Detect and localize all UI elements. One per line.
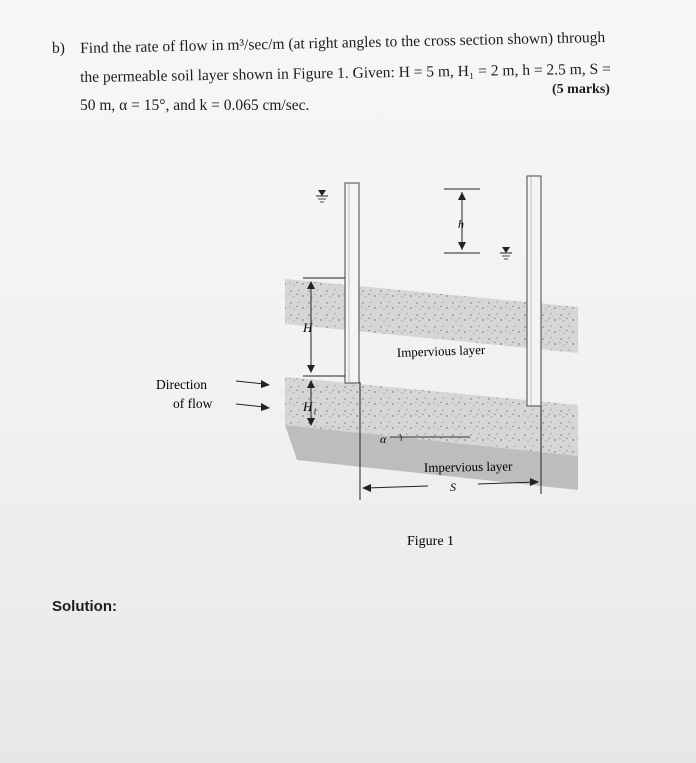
label-H: H	[303, 320, 313, 335]
water-level-right-icon	[500, 247, 512, 259]
label-alpha: α	[380, 432, 387, 446]
marks-label: (5 marks)	[552, 82, 610, 97]
direction-of-flow-label-1: Direction	[156, 377, 207, 392]
flow-direction-arrows	[236, 380, 270, 411]
impervious-layer-bottom-label: Impervious layer	[423, 458, 513, 475]
solution-label: Solution:	[52, 598, 117, 615]
question-line-1: Find the rate of flow in m³/sec/m (at right angles to the cross section shown) through	[80, 29, 606, 57]
direction-of-flow-label-2: of flow	[173, 396, 213, 411]
question-line-2: the permeable soil layer shown in Figure 1. Given: H = 5 m, H₁ = 2 m, h = 2.5 m, S =	[80, 60, 611, 86]
figure-caption: Figure 1	[407, 534, 455, 549]
label-h: h	[458, 217, 464, 231]
water-level-left-icon	[316, 190, 328, 202]
standpipe-left	[345, 183, 359, 383]
label-H1: H₁	[303, 399, 317, 414]
standpipe-right	[527, 176, 541, 406]
question-label: b)	[52, 40, 65, 57]
impervious-layer-top-label: Impervious layer	[396, 341, 486, 360]
question-line-3: 50 m, α = 15°, and k = 0.065 cm/sec.	[80, 97, 310, 114]
label-S: S	[450, 480, 456, 494]
